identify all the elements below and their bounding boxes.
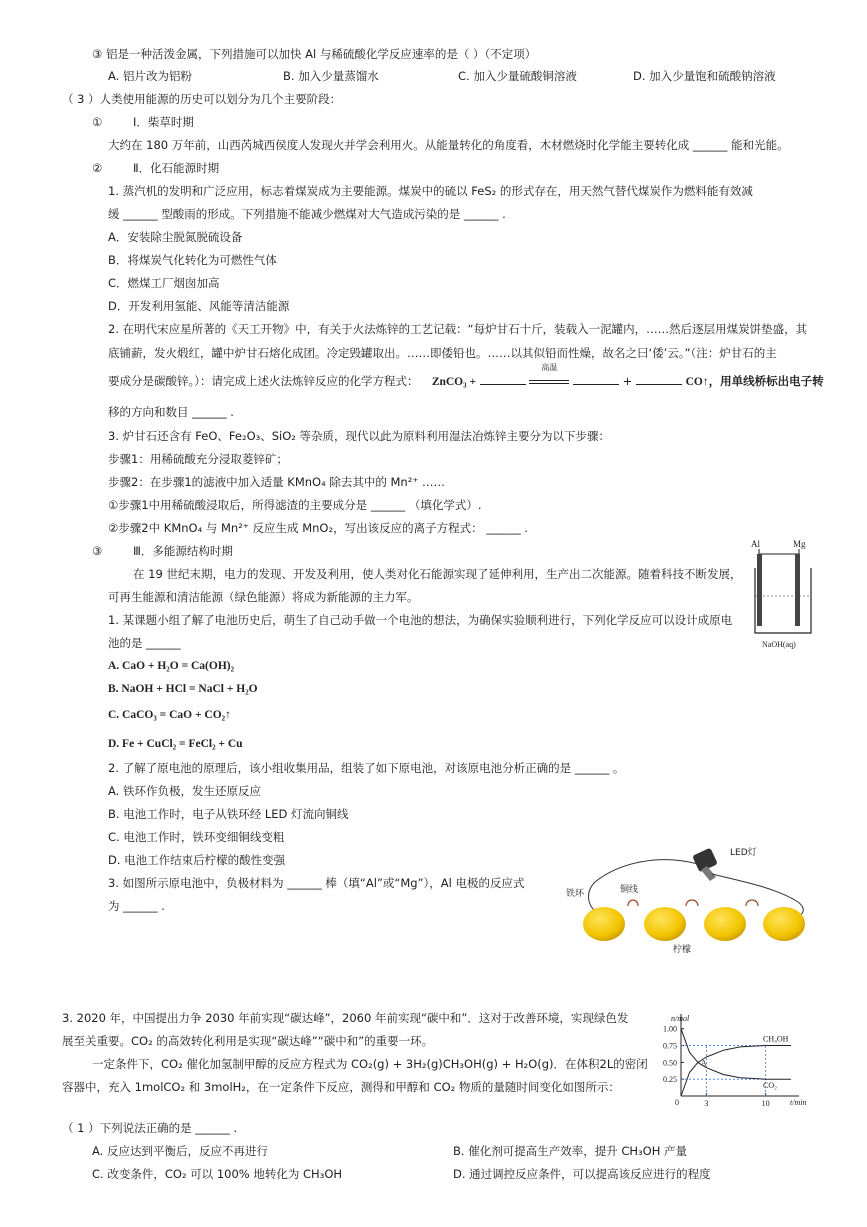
stage3-q1-option-a[interactable]: A. CaO + H₂O = Ca(OH)₂: [108, 660, 235, 672]
lemon-label: 柠檬: [673, 945, 692, 955]
equation-blank-1[interactable]: [480, 373, 526, 385]
stage2-q1-option-d[interactable]: D．开发利用氢能、风能等清洁能源: [108, 299, 290, 313]
stage3-q2-option-a[interactable]: A. 铁环作负极，发生还原反应: [108, 784, 261, 798]
mg-label: Mg: [793, 539, 806, 549]
stage2-q1-line1: 1. 蒸汽机的发明和广泛应用，标志着煤炭成为主要能源。煤炭中的硫以 FeS₂ 的形式存在，用天然气替代煤炭作为燃料能有效减: [108, 184, 753, 198]
q-al-option-d[interactable]: D. 加入少量饱和硫酸钠溶液: [633, 69, 776, 83]
x-tick-label: 3: [704, 1099, 709, 1108]
stage2-q3-step1: 步骤1：用稀硫酸充分浸取菱锌矿；: [108, 452, 288, 466]
stage3-q3-line2: 为 ______ .: [108, 899, 165, 913]
lemon-battery-figure: [560, 842, 815, 957]
stage3-q2-option-c[interactable]: C. 电池工作时，铁环变细铜线变粗: [108, 830, 285, 844]
q-al-option-b[interactable]: B. 加入少量蒸馏水: [283, 69, 379, 83]
q3-line1: 3. 2020 年，中国提出力争 2030 年前实现“碳达峰”，2060 年前实现“碳中和”．这对于改善环境，实现绿色发: [62, 1011, 629, 1025]
stage1-number: ①: [92, 115, 103, 129]
q3-line3: 一定条件下，CO₂ 催化加氢制甲醇的反应方程式为 CO₂(g) + 3H₂(g)CH₃OH(g) + H₂O(g)．在体积2L的密闭: [92, 1057, 648, 1071]
stage3-q2-option-b[interactable]: B. 电池工作时，电子从铁环经 LED 灯流向铜线: [108, 807, 349, 821]
q3-option-a[interactable]: A. 反应达到平衡后，反应不再进行: [92, 1144, 268, 1158]
stage3-q1-line2: 池的是 ______: [108, 636, 181, 650]
stage3-q1-option-b[interactable]: B. NaOH + HCl = NaCl + H₂O: [108, 683, 258, 695]
stage2-q2-line4: 移的方向和数目 ______ .: [108, 405, 234, 419]
origin-label: 0: [675, 1098, 679, 1107]
mg-electrode: [795, 554, 800, 626]
equation-co: CO↑，用单线桥标出电子转: [685, 376, 824, 388]
x-tick-label: 10: [761, 1099, 770, 1108]
stage3-q3-line1: 3. 如图所示原电池中，负极材料为 ______ 棒（填“Al”或“Mg”），Al 电极的反应式: [108, 876, 525, 890]
stage2-q3-step2: 步骤2：在步骤1的滤液中加入适量 KMnO₄ 除去其中的 Mn²⁺ ……: [108, 475, 446, 489]
q-al-stem: ③ 铝是一种活泼金属，下列措施可以加快 Al 与稀硫酸化学反应速率的是（ ）（不定项）: [92, 47, 537, 61]
stage2-q1-option-c[interactable]: C．燃煤工厂烟囱加高: [108, 276, 220, 290]
stage3-q1-line1: 1. 某课题小组了解了电池历史后，萌生了自己动手做一个电池的想法，为确保实验顺利进行，下列化学反应可以设计成原电: [108, 613, 733, 627]
q3-line4: 容器中，充入 1molCO₂ 和 3molH₂，在一定条件下反应，测得和甲醇和 CO₂ 物质的量随时间变化如图所示：: [62, 1080, 620, 1094]
lemon-3: [704, 907, 746, 941]
wire-label: 铜线: [620, 885, 639, 895]
stage2-q2-line2: 底铺薪，发火煅红，罐中炉甘石熔化成团。冷定毁罐取出。……即倭铅也。……以其似铅而性燥，故名之曰‘倭’云。”（注：炉甘石的主: [108, 346, 777, 360]
stage2-q2-line3: 要成分是碳酸锌。）：请完成上述火法炼锌反应的化学方程式： ZnCO₃ + 高温 + CO↑，用单线桥标出电子转: [108, 363, 824, 388]
q3-option-c[interactable]: C. 改变条件，CO₂ 可以 100% 地转化为 CH₃OH: [92, 1167, 343, 1181]
led-label: LED灯: [730, 848, 757, 858]
amount-time-chart: [645, 1010, 815, 1110]
stage3-q1-option-c[interactable]: C. CaCO₃ = CaO + CO₂↑: [108, 709, 231, 721]
stage2-q3-sub1: ①步骤1中用稀硫酸浸取后，所得滤渣的主要成分是 ______ （填化学式）.: [108, 498, 482, 512]
series-label-co2: CO₂: [763, 1081, 777, 1091]
stage3-q1-option-d[interactable]: D. Fe + CuCl₂ = FeCl₂ + Cu: [108, 738, 243, 750]
stage3-title: Ⅲ．多能源结构时期: [133, 544, 233, 558]
q3-option-b[interactable]: B. 催化剂可提高生产效率，提升 CH₃OH 产量: [453, 1144, 687, 1158]
stage3-q2-stem: 2. 了解了原电池的原理后，该小组收集用品，组装了如下原电池，对该原电池分析正确的是 ______ 。: [108, 761, 625, 775]
ring-label: 铁环: [566, 889, 585, 899]
equation-arrow: [529, 363, 569, 389]
y-tick-label: 0.50: [663, 1058, 677, 1068]
stage2-q1-option-b[interactable]: B．将煤炭气化转化为可燃性气体: [108, 253, 277, 267]
naoh-label: NaOH(aq): [762, 640, 796, 649]
q-al-option-c[interactable]: C. 加入少量硫酸铜溶液: [458, 69, 577, 83]
lemon-4: [763, 907, 805, 941]
y-axis-label: n/mol: [671, 1014, 690, 1023]
al-label: Al: [751, 539, 760, 549]
al-mg-cell-figure: [745, 538, 825, 653]
q3-option-d[interactable]: D. 通过调控反应条件，可以提高该反应进行的程度: [453, 1167, 711, 1181]
point-a-label: A: [700, 1058, 707, 1068]
equation-prompt: 要成分是碳酸锌。）：请完成上述火法炼锌反应的化学方程式：: [108, 374, 419, 388]
stage2-number: ②: [92, 161, 103, 175]
equation-blank-2[interactable]: [573, 373, 619, 385]
stage1-text: 大约在 180 万年前，山西芮城西侯度人发现火并学会利用火。从能量转化的角度看，木材燃烧时化学能主要转化成 ______ 能和光能。: [108, 138, 789, 152]
y-tick-label: 0.75: [663, 1041, 677, 1051]
al-electrode: [757, 554, 762, 626]
stage2-title: Ⅱ．化石能源时期: [133, 161, 220, 175]
y-tick-label: 1.00: [663, 1024, 677, 1034]
stage1-title: Ⅰ．柴草时期: [133, 115, 194, 129]
stage3-text-line1: 在 19 世纪末期，电力的发现、开发及利用，使人类对化石能源实现了延伸利用，生产出二次能源。随着科技不断发展，: [133, 567, 742, 581]
stage3-number: ③: [92, 544, 103, 558]
stage3-text-line2: 可再生能源和清洁能源（绿色能源）将成为新能源的主力军。: [108, 590, 419, 604]
q3-sub1: （ 1 ）下列说法正确的是 ______ .: [62, 1121, 238, 1135]
q3-line2: 展至关重要。CO₂ 的高效转化利用是实现“碳达峰”“碳中和”的重要一环。: [62, 1034, 434, 1048]
led-bulb: [692, 848, 718, 881]
stage2-q1-option-a[interactable]: A．安装除尘脱氮脱硫设备: [108, 230, 243, 244]
series-label-ch3oh: CH₃OH: [763, 1034, 789, 1044]
lemon-1: [583, 907, 625, 941]
equation-reactant: ZnCO₃ +: [431, 376, 477, 388]
stage2-q3-line1: 3. 炉甘石还含有 FeO、Fe₂O₃、SiO₂ 等杂质，现代以此为原料利用湿法冶炼锌主要分为以下步骤：: [108, 429, 611, 443]
lemon-2: [644, 907, 686, 941]
q-al-option-a[interactable]: A. 铝片改为铝粉: [108, 69, 192, 83]
stage2-q2-line1: 2. 在明代宋应星所著的《天工开物》中，有关于火法炼锌的工艺记载：“每炉甘石十斤，装载入一泥罐内，……然后逐层用煤炭饼垫盛，其: [108, 322, 808, 336]
x-axis-label: t/min: [790, 1098, 807, 1107]
equation-blank-3[interactable]: [636, 373, 682, 385]
part3-intro: （ 3 ）人类使用能源的历史可以划分为几个主要阶段：: [62, 92, 342, 106]
y-tick-label: 0.25: [663, 1075, 677, 1085]
stage2-q3-sub2: ②步骤2中 KMnO₄ 与 Mn²⁺ 反应生成 MnO₂，写出该反应的离子方程式： ______ .: [108, 521, 529, 535]
stage2-q1-line2: 缓 ______ 型酸雨的形成。下列措施不能减少燃煤对大气造成污染的是 ______ .: [108, 207, 506, 221]
condition-high-temp: 高温: [541, 363, 558, 372]
stage3-q2-option-d[interactable]: D. 电池工作结束后柠檬的酸性变强: [108, 853, 286, 867]
